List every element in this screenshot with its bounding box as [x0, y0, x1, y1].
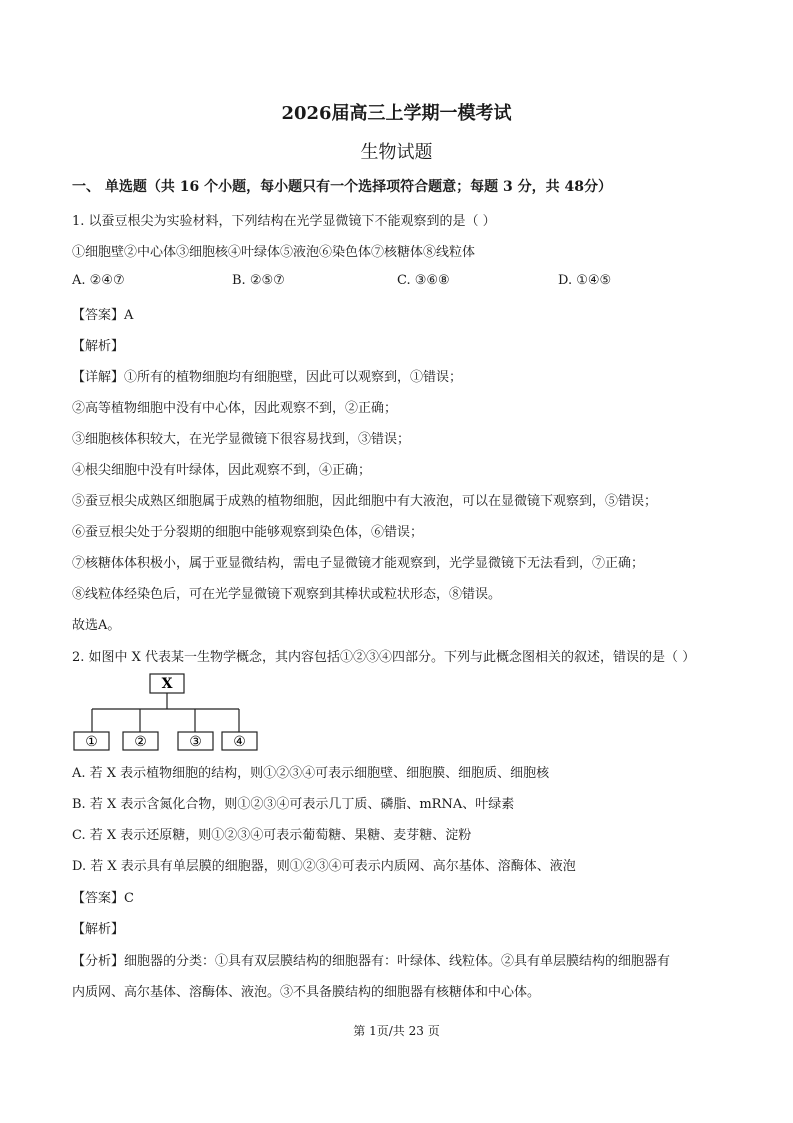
q2-fenxi-line-1: 细胞器的分类：①具有双层膜结构的细胞器有：叶绿体、线粒体。②具有单层膜结构的细胞器有 — [124, 954, 671, 969]
concept-child-label-1: ① — [85, 734, 98, 750]
q1-explanation-6: ⑥蚕豆根尖处于分裂期的细胞中能够观察到染色体，⑥错误； — [72, 525, 424, 540]
q1-detail-label: 【详解】 — [72, 370, 125, 385]
q1-explanation-7: ⑦核糖体体积极小，属于亚显微结构，需电子显微镜才能观察到，光学显微镜下无法看到，⑦正确； — [72, 556, 645, 571]
q1-answer-value: A — [124, 308, 134, 323]
q1-explanation-4: ④根尖细胞中没有叶绿体，因此观察不到，④正确； — [72, 463, 372, 478]
q1-explanation-1: ①所有的植物细胞均有细胞壁，因此可以观察到，①错误； — [124, 370, 463, 385]
concept-map-diagram — [70, 672, 270, 754]
q2-option-c: C. 若 X 表示还原糖，则①②③④可表示葡萄糖、果糖、麦芽糖、淀粉 — [72, 828, 472, 843]
subject-title: 生物试题 — [360, 142, 433, 163]
q2-answer-value: C — [124, 891, 134, 906]
q1-option-d: D. ①④⑤ — [558, 273, 612, 288]
concept-child-label-2: ② — [134, 734, 147, 750]
q2-answer-label: 【答案】 — [72, 891, 125, 906]
q2-stem: 2. 如图中 X 代表某一生物学概念，其内容包括①②③④四部分。下列与此概念图相关的叙述，错误的是（ ） — [72, 650, 696, 665]
q1-explanation-8: ⑧线粒体经染色后，可在光学显微镜下观察到其棒状或粒状形态，⑧错误。 — [72, 587, 502, 602]
concept-child-label-3: ③ — [189, 734, 202, 750]
q1-option-b: B. ②⑤⑦ — [232, 273, 285, 288]
q1-answer-row — [72, 304, 133, 323]
q2-fenxi-label: 【分析】 — [72, 954, 125, 969]
q1-detail-row — [72, 366, 462, 385]
section-heading: 一、 单选题（共 16 个小题，每小题只有一个选择项符合题意；每题 3 分，共 48分） — [72, 179, 612, 195]
q2-analysis-label: 【解析】 — [72, 922, 125, 937]
q1-conclusion: 故选A。 — [72, 618, 121, 633]
page-footer: 第 1页/共 23 页 — [353, 1024, 440, 1038]
q1-explanation-2: ②高等植物细胞中没有中心体，因此观察不到，②正确； — [72, 401, 398, 416]
concept-child-label-4: ④ — [233, 734, 246, 750]
concept-root-label: X — [161, 676, 173, 692]
q1-analysis-label: 【解析】 — [72, 339, 125, 354]
q1-option-c: C. ③⑥⑧ — [397, 273, 450, 288]
q2-fenxi-row — [72, 950, 670, 969]
q2-option-d: D. 若 X 表示具有单层膜的细胞器，则①②③④可表示内质网、高尔基体、溶酶体、液泡 — [72, 859, 576, 874]
q2-fenxi-line-2: 内质网、高尔基体、溶酶体、液泡。③不具备膜结构的细胞器有核糖体和中心体。 — [72, 985, 541, 1000]
exam-title: 2026届高三上学期一模考试 — [281, 103, 512, 124]
q2-option-a: A. 若 X 表示植物细胞的结构，则①②③④可表示细胞壁、细胞膜、细胞质、细胞核 — [72, 766, 550, 781]
q1-option-a: A. ②④⑦ — [72, 273, 125, 288]
q2-answer-row — [72, 887, 134, 906]
q1-answer-label: 【答案】 — [72, 308, 125, 323]
q1-explanation-3: ③细胞核体积较大，在光学显微镜下很容易找到，③错误； — [72, 432, 411, 447]
q2-option-b: B. 若 X 表示含氮化合物，则①②③④可表示几丁质、磷脂、mRNA、叶绿素 — [72, 797, 515, 812]
q1-items: ①细胞壁②中心体③细胞核④叶绿体⑤液泡⑥染色体⑦核糖体⑧线粒体 — [72, 245, 476, 260]
q1-explanation-5: ⑤蚕豆根尖成熟区细胞属于成熟的植物细胞，因此细胞中有大液泡，可以在显微镜下观察到，⑤错误； — [72, 494, 658, 509]
q1-stem: 1. 以蚕豆根尖为实验材料，下列结构在光学显微镜下不能观察到的是（ ） — [72, 214, 496, 229]
